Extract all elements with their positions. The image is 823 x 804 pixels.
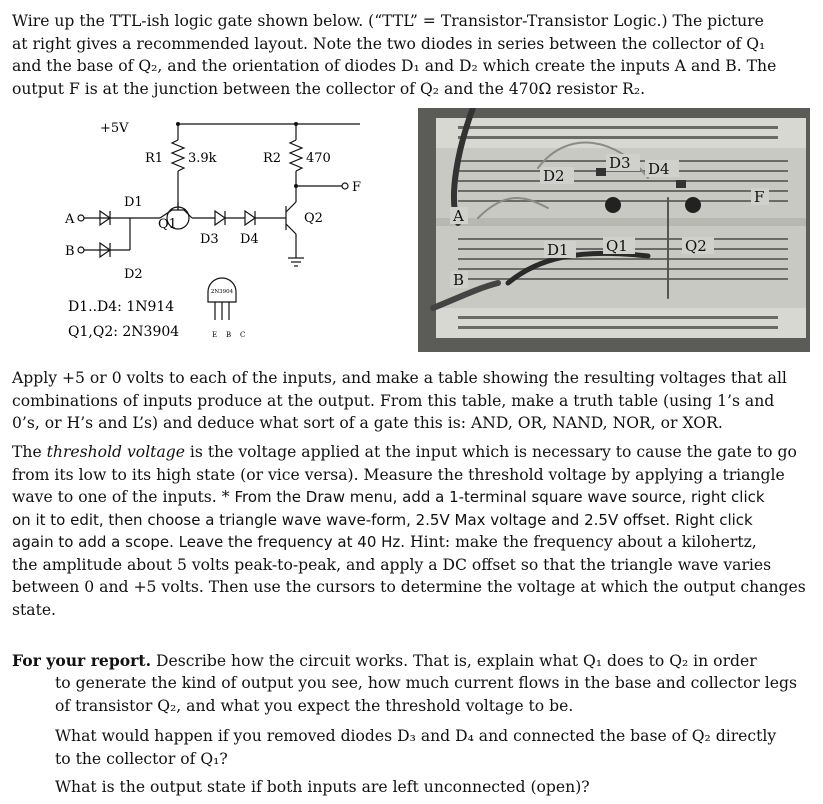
- r1-name: R1: [145, 151, 164, 166]
- report-line-2: to generate the kind of output you see, how much current flows in the base and collector legs: [55, 674, 797, 692]
- r1-value: 3.9k: [188, 151, 217, 166]
- threshold-line-3: wave to one of the inputs. * From the Draw menu, add a 1-terminal square wave source, right click: [12, 488, 765, 506]
- photo-q2-label: Q2: [685, 237, 707, 255]
- photo-d4-label: D4: [648, 160, 670, 178]
- report-heading: For your report.: [12, 651, 151, 670]
- intro-line-4: output F is at the junction between the collector of Q₂ and the 470Ω resistor R₂.: [12, 79, 646, 98]
- input-b-label: B: [65, 244, 75, 259]
- threshold-paragraph: [12, 441, 812, 621]
- apply-line-2: combinations of inputs produce at the output. From this table, make a truth table (using 1’s and: [12, 391, 775, 410]
- output-label: F: [352, 180, 362, 195]
- photo-f-label: F: [754, 188, 765, 206]
- report-body: [55, 672, 800, 717]
- transistor-part-label: Q1,Q2: 2N3904: [68, 324, 180, 340]
- photo-b-label: B: [453, 271, 465, 289]
- photo-a-label: A: [453, 207, 464, 225]
- report-question-1: [55, 725, 800, 770]
- d2-label: D2: [124, 267, 143, 282]
- intro-line-2: at right gives a recommended layout. Note the two diodes in series between the collector of Q₁: [12, 34, 766, 53]
- d1-label: D1: [124, 195, 143, 210]
- diode-part-label: D1..D4: 1N914: [68, 299, 175, 315]
- d3-label: D3: [200, 232, 219, 247]
- threshold-line-7: between 0 and +5 volts. Then use the cursors to determine the voltage at which the output changes: [12, 578, 806, 596]
- threshold-line-1: The threshold voltage is the voltage applied at the input which is necessary to cause the gate to go: [12, 443, 797, 461]
- photo-d2-label: D2: [543, 167, 565, 185]
- photo-d3-label: D3: [609, 154, 631, 172]
- package-label: 2N3904: [210, 289, 234, 295]
- intro-paragraph: [12, 10, 812, 100]
- report-line-3: of transistor Q₂, and what you expect the threshold voltage to be.: [55, 696, 574, 715]
- threshold-line-8: state.: [12, 600, 57, 619]
- r2-value: 470: [306, 151, 331, 166]
- d4-label: D4: [240, 232, 259, 247]
- q2-label: Q2: [304, 211, 323, 226]
- intro-line-3: and the base of Q₂, and the orientation of diodes D₁ and D₂ which create the inputs A and B. The: [12, 57, 777, 75]
- report-first-line: For your report. Describe how the circuit works. That is, explain what Q₁ does to Q₂ in order: [12, 651, 757, 670]
- pin-e: E: [212, 331, 218, 339]
- intro-line-1: Wire up the TTL-ish logic gate shown below. (“TTL” = Transistor-Transistor Logic.) The picture: [12, 12, 764, 30]
- circuit-schematic: [60, 110, 380, 355]
- report-question-1-line-2: to the collector of Q₁?: [55, 749, 228, 768]
- threshold-line-6: the amplitude about 5 volts peak-to-peak, and apply a DC offset so that the triangle wave varies: [12, 555, 772, 574]
- threshold-line-4: on it to edit, then choose a triangle wave wave-form, 2.5V Max voltage and 2.5V offset. Right click: [12, 510, 753, 529]
- supply-label: +5V: [100, 121, 129, 136]
- report-question-1-line-1: What would happen if you removed diodes D₃ and D₄ and connected the base of Q₂ directly: [55, 727, 777, 745]
- input-a-label: A: [65, 212, 75, 227]
- threshold-term: threshold voltage: [46, 443, 185, 461]
- pin-c: C: [240, 331, 246, 339]
- photo-q1-label: Q1: [606, 237, 628, 255]
- threshold-line-2: from its low to its high state (or vice versa). Measure the threshold voltage by applying a triangle: [12, 465, 785, 484]
- photo-d1-label: D1: [547, 241, 569, 259]
- apply-line-3: 0’s, or H’s and L’s) and deduce what sort of a gate this is: AND, OR, NAND, NOR, or XOR.: [12, 414, 723, 432]
- apply-line-1: Apply +5 or 0 volts to each of the inputs, and make a table showing the resulting voltages that all: [12, 369, 787, 387]
- pin-b: B: [226, 331, 232, 339]
- apply-paragraph: [12, 367, 812, 435]
- threshold-line-5: again to add a scope. Leave the frequency at 40 Hz. Hint: make the frequency about a kilohertz,: [12, 533, 757, 551]
- r2-name: R2: [263, 151, 282, 166]
- q1-label: Q1: [158, 217, 177, 232]
- report-question-2: What is the output state if both inputs are left unconnected (open)?: [55, 778, 590, 796]
- breadboard-photo: [418, 108, 810, 352]
